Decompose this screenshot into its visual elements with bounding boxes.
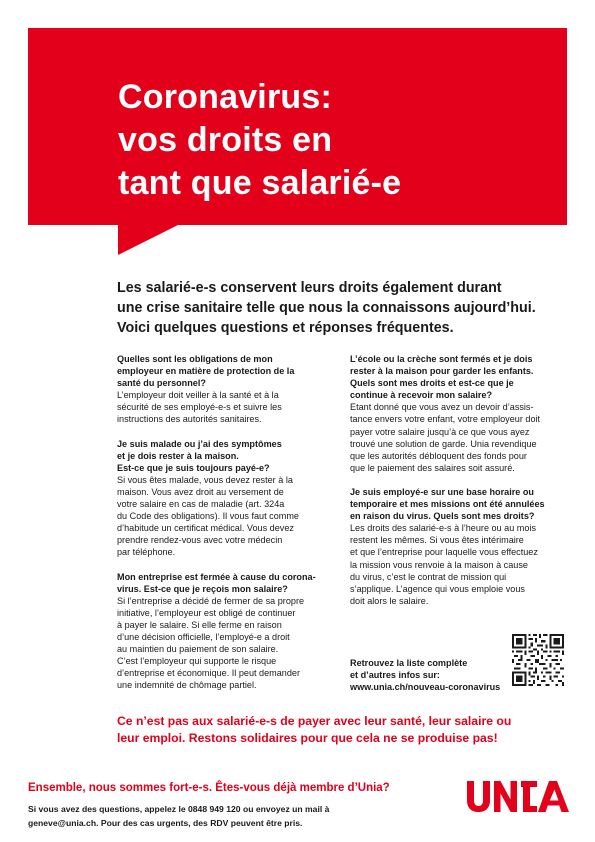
intro-line: Voici quelques questions et réponses fréquentes. [117,320,454,336]
question-line: virus. Est-ce que je reçois mon salaire? [117,583,288,594]
faq-answer [117,595,337,692]
title-line: vos droits en [118,121,333,159]
question-line: Quelles sont les obligations de mon [117,354,273,364]
question-line: Mon entreprise est fermée à cause du corona- [117,571,316,582]
answer-line: la mission vous renvoie à la maison à cause [350,559,528,570]
answer-line: d’une décision officielle, l’employé-e a droit [117,631,290,642]
faq-answer [117,474,337,559]
footer-contact [28,803,329,830]
answer-line: L’employeur doit veiller à la santé et à la [117,390,279,401]
question-line: Je suis employé-e sur une base horaire ou [350,486,534,497]
faq-column-right [350,353,562,619]
slogan-line: Ce n’est pas aux salarié-e-s de payer avec leur santé, leur salaire ou [117,714,512,728]
answer-line: doit alors le salaire. [350,595,429,606]
faq-question [350,486,562,522]
qr-code-icon [512,634,564,686]
faq-item [350,486,562,607]
intro-paragraph [117,278,577,338]
answer-line: d’habitude un certificat médical. Vous devez [117,523,294,534]
footer-line: Si vous avez des questions, appelez le 0848 949 120 ou envoyez un mail à [28,804,330,814]
answer-line: Les droits des salarié-e-s à l’heure ou au mois [350,523,537,534]
speech-bubble-tail [118,224,180,255]
answer-line: et que l’entreprise pour laquelle vous effectuez [350,547,538,558]
answer-line: du Code des obligations). Il vous faut comme [117,511,299,522]
answer-line: au maintien du paiement de son salaire. [117,644,279,655]
answer-line: prendre rendez-vous avec votre médecin [117,535,283,546]
faq-item [350,353,562,474]
question-line: continue à recevoir mon salaire? [350,390,493,401]
question-line: Quels sont mes droits et est-ce que je [350,378,514,389]
answer-line: du virus, c’est le contrat de mission qui [350,571,507,582]
answer-line: restent les mêmes. Si vous êtes intérimaire [350,535,524,546]
answer-line: trouvé une solution de garde. Unia revendique [350,438,537,449]
answer-line: instructions des autorités sanitaires. [117,414,262,425]
faq-item [117,438,337,559]
answer-line: votre salaire en cas de maladie (art. 324a [117,499,285,510]
footer-title: Ensemble, nous sommes fort-e-s. Êtes-vous déjà membre d’Unia? [28,782,390,794]
answer-line: C’est l’employeur qui supporte le risque [117,656,277,667]
title-line: tant que salarié-e [118,164,402,202]
question-line: rester à la maison pour garder les enfants. [350,366,534,377]
question-line: Je suis malade ou j’ai des symptômes [117,438,282,449]
answer-line: tance envers votre enfant, votre employeur doit [350,414,541,425]
intro-line: Les salarié-e-s conservent leurs droits également durant [117,280,502,296]
faq-column-left [117,353,337,703]
question-line: santé du personnel? [117,378,206,389]
faq-answer [350,401,562,474]
unia-logo-icon [467,779,569,813]
solidarity-slogan [117,713,577,747]
answer-line: Si l’entreprise a décidé de fermer de sa propre [117,595,305,606]
answer-line: initiative, l’employeur est obligé de continuer [117,607,296,618]
faq-question [350,353,562,401]
answer-line: par téléphone. [117,547,176,558]
answer-line: que le paiement des salaires soit assuré. [350,462,515,473]
answer-line: une indemnité de chômage partiel. [117,680,257,691]
intro-line: une crise sanitaire telle que nous la connaissons aujourd’hui. [117,300,536,316]
faq-question [117,438,337,474]
answer-line: payer votre salaire jusqu’à ce que vous ayez [350,426,530,437]
answer-line: Si vous êtes malade, vous devez rester à la [117,474,293,485]
question-line: et je dois rester à la maison. [117,450,239,461]
faq-answer [350,522,562,607]
footer-line: geneve@unia.ch. Pour des cas urgents, des RDV peuvent être pris. [28,817,303,828]
faq-question [117,353,337,389]
title-line: Coronavirus: [118,78,332,116]
answer-line: d’entreprise et économique. Il peut demander [117,668,300,679]
question-line: en raison du virus. Quels sont mes droits? [350,511,535,522]
faq-item [117,571,337,692]
faq-item [117,353,337,426]
faq-answer [117,389,337,425]
more-info-line: et d’autres infos sur: [350,670,440,681]
answer-line: Etant donné que vous avez un devoir d’assis- [350,402,534,413]
faq-question [117,571,337,595]
answer-line: s’applique. L’agence qui vous emploie vous [350,583,525,594]
answer-line: que les autorités débloquent des fonds pour [350,450,527,461]
answer-line: à payer le salaire. Si elle ferme en raison [117,619,282,630]
question-line: employeur en matière de protection de la [117,366,295,377]
more-info-link[interactable]: www.unia.ch/nouveau-coronavirus [350,682,501,693]
question-line: L’école ou la crèche sont fermés et je dois [350,354,533,364]
question-line: Est-ce que je suis toujours payé-e? [117,462,270,473]
more-info-line: Retrouvez la liste complète [350,658,468,668]
question-line: temporaire et mes missions ont été annulées [350,499,545,510]
slogan-line: leur emploi. Restons solidaires pour que cela ne se produise pas! [117,731,498,745]
more-info-block [350,657,500,693]
page-title [118,76,401,205]
answer-line: maison. Vous avez droit au versement de [117,486,284,497]
answer-line: sécurité de ses employé-e-s et suivre les [117,402,282,413]
